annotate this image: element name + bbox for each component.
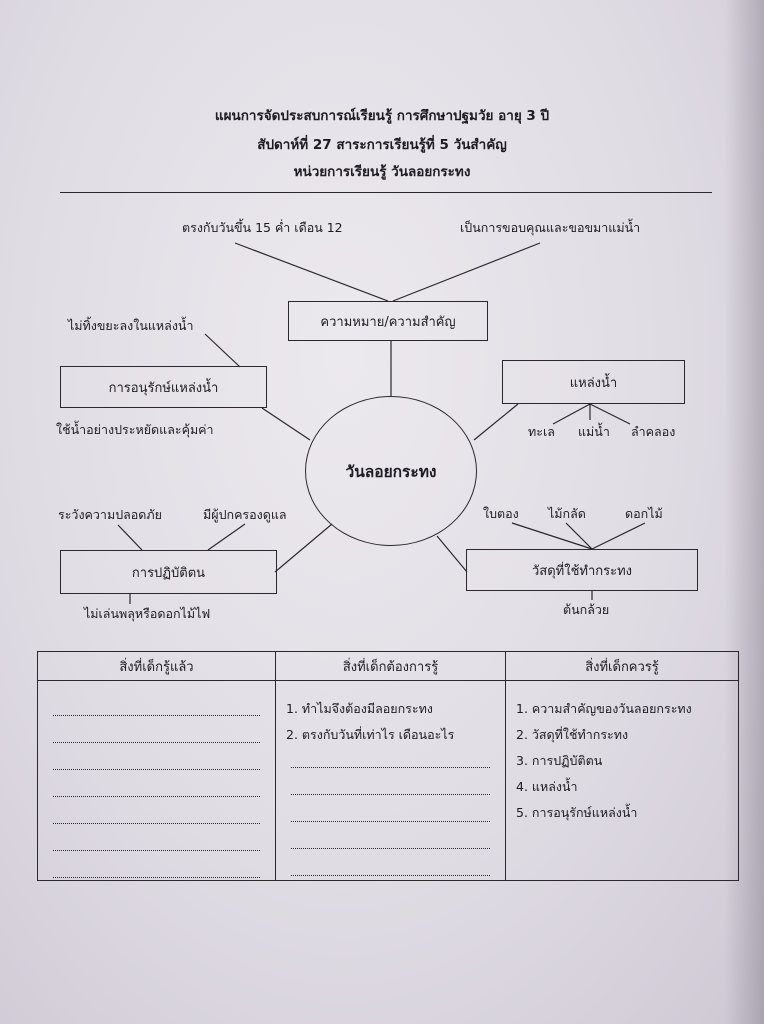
blank-line [291, 768, 490, 795]
kwl-table [37, 651, 739, 881]
node-meaning: ความหมาย/ความสำคัญ [288, 301, 488, 341]
blank-line [53, 716, 260, 743]
behavior-detail-safety: ระวังความปลอดภัย [58, 507, 162, 522]
blank-line [53, 797, 260, 824]
node-water-sources: แหล่งน้ำ [502, 360, 685, 404]
center-topic: วันลอยกระทง [305, 396, 477, 546]
topic-item: 5. การอนุรักษ์แหล่งน้ำ [516, 805, 638, 820]
water-river: แม่น้ำ [578, 424, 610, 439]
blank-line [291, 795, 490, 822]
topic-item: 1. ความสำคัญของวันลอยกระทง [516, 701, 692, 716]
water-sea: ทะเล [528, 424, 555, 439]
question-item: 1. ทำไมจึงต้องมีลอยกระทง [286, 701, 433, 716]
header-unit-line: หน่วยการเรียนรู้ วันลอยกระทง [293, 164, 471, 180]
blank-line [53, 851, 260, 878]
question-item: 2. ตรงกับวันที่เท่าไร เดือนอะไร [286, 727, 455, 742]
topic-item: 4. แหล่งน้ำ [516, 779, 578, 794]
topic-item: 2. วัสดุที่ใช้ทำกระทง [516, 727, 629, 742]
behavior-detail-no-fireworks: ไม่เล่นพลุหรือดอกไม้ไฟ [84, 606, 211, 621]
material-banana-leaf: ใบตอง [483, 506, 519, 521]
should-know-cell [506, 681, 739, 881]
header-already-know: สิ่งที่เด็กรู้แล้ว [38, 652, 276, 681]
node-behavior: การปฏิบัติตน [60, 550, 277, 594]
behavior-detail-guardian: มีผู้ปกครองดูแล [203, 507, 287, 522]
material-pin: ไม้กลัด [548, 506, 586, 521]
blank-line [53, 824, 260, 851]
material-flower: ดอกไม้ [625, 506, 663, 521]
blank-line [53, 682, 260, 716]
blank-line [53, 743, 260, 770]
header-plan-title: แผนการจัดประสบการณ์เรียนรู้ การศึกษาปฐมวัย อายุ 3 ปี [214, 108, 550, 124]
blank-line [291, 748, 490, 768]
header-week-line: สัปดาห์ที่ 27 สาระการเรียนรู้ที่ 5 วันสำคัญ [257, 137, 507, 153]
want-to-know-cell [276, 681, 506, 881]
already-know-cell [38, 681, 276, 881]
blank-line [291, 849, 490, 876]
water-canal: ลำคลอง [631, 424, 676, 439]
material-banana-trunk: ต้นกล้วย [563, 602, 610, 617]
topic-item: 3. การปฏิบัติตน [516, 753, 603, 768]
meaning-detail-thanks: เป็นการขอบคุณและขอขมาแม่น้ำ [460, 220, 641, 235]
node-conservation: การอนุรักษ์แหล่งน้ำ [60, 366, 267, 408]
meaning-detail-date: ตรงกับวันขึ้น 15 ค่ำ เดือน 12 [182, 220, 343, 235]
node-materials: วัสดุที่ใช้ทำกระทง [466, 549, 698, 591]
header-want-to-know: สิ่งที่เด็กต้องการรู้ [276, 652, 506, 681]
conservation-detail-no-litter: ไม่ทิ้งขยะลงในแหล่งน้ำ [68, 318, 194, 333]
blank-line [291, 822, 490, 849]
conservation-detail-save-water: ใช้น้ำอย่างประหยัดและคุ้มค่า [56, 422, 214, 437]
header-should-know: สิ่งที่เด็กควรรู้ [506, 652, 739, 681]
blank-line [53, 770, 260, 797]
